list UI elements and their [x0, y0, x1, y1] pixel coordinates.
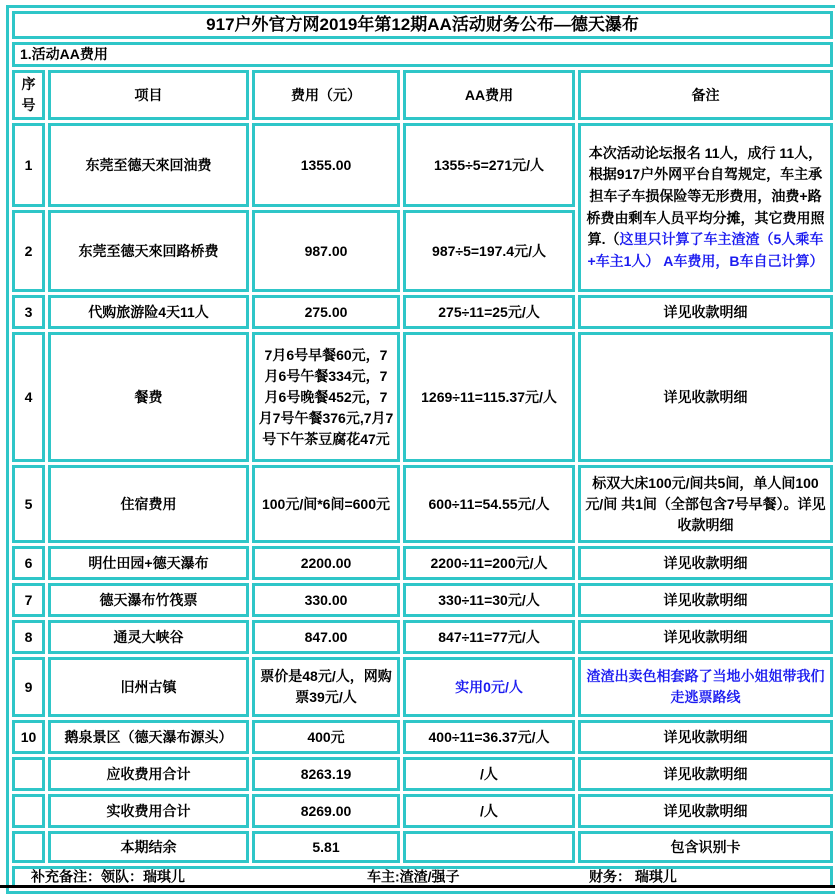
aa-cell: 600÷11=54.55元/人 [403, 465, 575, 543]
section-label: 1.活动AA费用 [12, 42, 833, 67]
note-cell: 包含识别卡 [578, 831, 833, 863]
aa-cell: 330÷11=30元/人 [403, 583, 575, 617]
col-header-cost: 费用（元） [252, 70, 400, 120]
cost-cell: 330.00 [252, 583, 400, 617]
header-row [12, 70, 833, 120]
cost-cell: 2200.00 [252, 546, 400, 580]
aa-cell: 1355÷5=271元/人 [403, 123, 575, 207]
row-number: 3 [12, 295, 45, 329]
row-number: 1 [12, 123, 45, 207]
footer-leader: 补充备注：领队：瑞琪儿 [31, 868, 185, 885]
footer-driver: 车主:渣渣/强子 [367, 868, 460, 885]
section-row [12, 42, 833, 67]
item-cell: 实收费用合计 [48, 794, 249, 828]
row-number: 9 [12, 657, 45, 717]
row-number: 2 [12, 210, 45, 292]
shared-note-black: 本次活动论坛报名 11人，成行 11人，根据917户外网平台自驾规定，车主承担车子车损保险等无形费用，油费+路桥费由剩车人员平均分摊，其它费用照算.（ [586, 144, 825, 248]
cost-cell: 8263.19 [252, 757, 400, 791]
col-header-note: 备注 [578, 70, 833, 120]
aa-cell: 275÷11=25元/人 [403, 295, 575, 329]
shared-note-cell [578, 123, 833, 292]
aa-cell: /人 [403, 794, 575, 828]
item-cell: 明仕田园+德天瀑布 [48, 546, 249, 580]
aa-cell: 2200÷11=200元/人 [403, 546, 575, 580]
note-cell: 详见收款明细 [578, 295, 833, 329]
note-cell: 详见收款明细 [578, 720, 833, 754]
shared-note-blue: 这里只计算了车主渣渣（5人乘车+车主1人） A车费用，B车自己计算） [587, 231, 824, 270]
cost-cell: 275.00 [252, 295, 400, 329]
total-row [12, 831, 833, 863]
row-number [12, 757, 45, 791]
note-cell: 详见收款明细 [578, 757, 833, 791]
cost-cell: 7月6号早餐60元，7月6号午餐334元，7月6号晚餐452元，7月7号午餐376元,7月7号下午茶豆腐花47元 [252, 332, 400, 462]
note-cell: 详见收款明细 [578, 620, 833, 654]
note-cell: 渣渣出卖色相套路了当地小姐姐带我们走逃票路线 [578, 657, 833, 717]
title-row [12, 11, 833, 39]
table-row [12, 657, 833, 717]
aa-cell: 987÷5=197.4元/人 [403, 210, 575, 292]
table-row [12, 332, 833, 462]
note-cell: 标双大床100元/间共5间，单人间100元/间 共1间（全部包含7号早餐）。详见收款明细 [578, 465, 833, 543]
cost-cell: 票价是48元/人，网购票39元/人 [252, 657, 400, 717]
row-number: 7 [12, 583, 45, 617]
row-number: 4 [12, 332, 45, 462]
note-cell: 详见收款明细 [578, 332, 833, 462]
note-cell: 详见收款明细 [578, 546, 833, 580]
item-cell: 鹅泉景区（德天瀑布源头） [48, 720, 249, 754]
item-cell: 住宿费用 [48, 465, 249, 543]
row-number: 5 [12, 465, 45, 543]
row-number: 6 [12, 546, 45, 580]
aa-cell: 1269÷11=115.37元/人 [403, 332, 575, 462]
item-cell: 餐费 [48, 332, 249, 462]
cost-cell: 100元/间*6间=600元 [252, 465, 400, 543]
table-row [12, 720, 833, 754]
item-cell: 本期结余 [48, 831, 249, 863]
item-cell: 代购旅游险4天11人 [48, 295, 249, 329]
row-number: 8 [12, 620, 45, 654]
cost-cell: 8269.00 [252, 794, 400, 828]
row-number [12, 831, 45, 863]
item-cell: 应收费用合计 [48, 757, 249, 791]
cost-cell: 400元 [252, 720, 400, 754]
table-row [12, 465, 833, 543]
aa-cell: 400÷11=36.37元/人 [403, 720, 575, 754]
cost-cell: 1355.00 [252, 123, 400, 207]
aa-cell: 847÷11=77元/人 [403, 620, 575, 654]
item-cell: 通灵大峡谷 [48, 620, 249, 654]
table-row [12, 620, 833, 654]
footer-finance: 财务： 瑞琪儿 [589, 868, 677, 885]
aa-cell: 实用0元/人 [403, 657, 575, 717]
page-title: 917户外官方网2019年第12期AA活动财务公布—德天瀑布 [12, 11, 833, 39]
row-number [12, 794, 45, 828]
total-row [12, 757, 833, 791]
cost-cell: 5.81 [252, 831, 400, 863]
item-cell: 东莞至德天來回路桥费 [48, 210, 249, 292]
item-cell: 东莞至德天來回油费 [48, 123, 249, 207]
table-row [12, 583, 833, 617]
col-header-item: 项目 [48, 70, 249, 120]
table-row [12, 546, 833, 580]
table-row [12, 123, 833, 207]
table-row [12, 295, 833, 329]
row-number: 10 [12, 720, 45, 754]
col-header-num: 序号 [12, 70, 45, 120]
cost-cell: 987.00 [252, 210, 400, 292]
note-cell: 详见收款明细 [578, 583, 833, 617]
total-row [12, 794, 833, 828]
finance-table [6, 5, 835, 894]
aa-cell: /人 [403, 757, 575, 791]
aa-cell [403, 831, 575, 863]
col-header-aa: AA费用 [403, 70, 575, 120]
cost-cell: 847.00 [252, 620, 400, 654]
item-cell: 旧州古镇 [48, 657, 249, 717]
note-cell: 详见收款明细 [578, 794, 833, 828]
item-cell: 德天瀑布竹筏票 [48, 583, 249, 617]
window-bottom-edge [0, 885, 835, 888]
